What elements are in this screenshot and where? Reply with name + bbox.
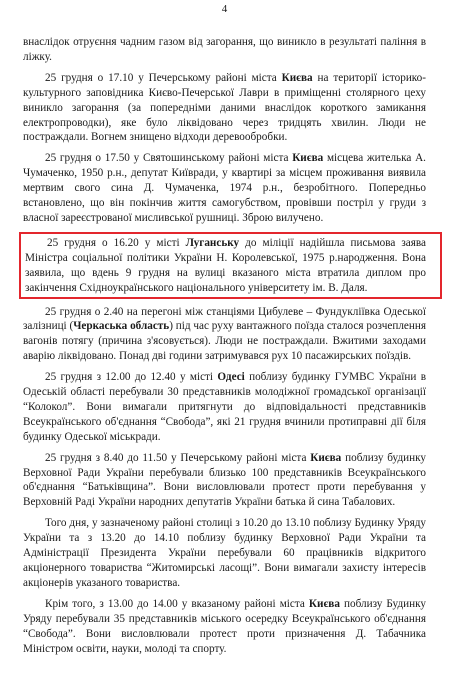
paragraph-kyiv-sviatoshyn-incident [23, 151, 426, 226]
city-name: Луганську [185, 236, 240, 249]
paragraph-text-after: поблизу будинку Верховної Ради України перебували близько 100 представників Всеукраїнського об'єднання “Батьківщина”. Вони висловлювали протест проти перебування у Верховній Раді України народних депутатів України батька й сина Табалових. [23, 451, 426, 509]
paragraph-text-before: 25 грудня з 12.00 до 12.40 у місті [45, 371, 218, 384]
city-name: Києва [281, 71, 313, 84]
paragraph-text-before: 25 грудня о 2.40 на перегоні між станціями Цибулеве – Фундуклiївка Одеської залізниці ( [23, 305, 426, 333]
city-name: Києва [292, 152, 324, 165]
paragraph-odesa-protest [23, 370, 426, 445]
city-name: Києва [308, 597, 340, 610]
paragraph-text-after: місцева жителька А. Чумаченко, 1950 р.н., депутат Київради, у квартирі за місцем проживання виявила мертвим свого сина Д. Чумаченка, 1974 р.н., безробітного. Попередньо встановлено, що він покінчив життя самогубством, провівши постріл у груди з власної зареєстрованої мисливської рушниці. Зброю вилучено. [23, 152, 426, 224]
paragraph-text-after: ) під час руху вантажного поїзда сталося розчеплення вагонів потягу (причина з'ясовується). Люди не постраждали. Вжитими заходами аварію ліквідовано. Понад дві години затримувався рух 10 пасажирських поїздів. [23, 320, 426, 363]
paragraph-luhansk-diploma [25, 236, 426, 296]
paragraph-kyiv-lavra-fire [23, 71, 426, 146]
paragraph-text-before: 25 грудня з 8.40 до 11.50 у Печерському районі міста [45, 451, 311, 464]
page-number: 4 [221, 3, 228, 15]
paragraph-text: Того дня, у зазначеному районі столиці з 10.20 до 13.10 поблизу Будинку Уряду України та з 13.20 до 14.10 поблизу будинку Верховної Ради України та Адміністрації Президента України перебували 60 працівників відкритого акціонерного товариства “Житомирські ласощі”. Вони вимагали захисту інтересів акціонерів указаного товариства. [23, 517, 426, 589]
city-name: Києва [310, 451, 342, 464]
paragraph-text: внаслідок отруєння чадним газом від загорання, що виникло в результаті паління в ліжку. [23, 36, 426, 63]
paragraph-text-before: Крім того, з 13.00 до 14.00 у вказаному районі міста [45, 597, 309, 610]
paragraph-kyiv-verkhovna-rada-protest [23, 451, 426, 511]
highlighted-paragraph-box [19, 232, 442, 299]
paragraph-cherkasy-railway [23, 305, 426, 365]
paragraph-text-before: 25 грудня о 17.10 у Печерському районі міста [45, 71, 282, 84]
paragraph-text-before: 25 грудня о 16.20 у місті [47, 236, 186, 249]
paragraph-text-after: поблизу будинку ГУМВС України в Одеській області перебували 30 представників молодіжної громадської організації “Колокол”. Вони вимагали притягнути до відповідальності представників Всеукраїнського об'єднання “Свобода”, які 21 грудня вчинили протиправні дії біля будинку Одеської міськради. [23, 371, 427, 443]
paragraph-continuation [23, 35, 426, 65]
paragraph-text-after: на території історико-культурного заповідника Києво-Печерської Лаври в приміщенні столярного цеху виникло загорання (за попередніми даними внаслідок короткого замикання електропроводки), яке було ліквідовано через тридцять хвилин. Люди не постраждали. Вогнем знищено відходи деревообробки. [23, 71, 426, 144]
city-name: Одесі [217, 371, 245, 384]
paragraph-svoboda-protest [23, 597, 426, 657]
paragraph-text-after: поблизу Будинку Уряду перебували 35 представників міського осередку Всеукраїнського об'єднання “Свобода”. Вони висловлювали протест проти призначення Д. Табачника Міністром освіти, науки, молоді та спорту. [23, 597, 426, 655]
paragraph-text-before: 25 грудня о 17.50 у Святошинському районі міста [45, 152, 293, 165]
paragraph-text-after: до міліції надійшла письмова заява Міністра соціальної політики України Н. Королевської, 1975 р.народження. Вона заявила, що вдень 9 грудня на вулиці вказаного міста втратила диплом про закінчення Східноукраїнського національного університету ім. В. Даля. [25, 236, 427, 294]
paragraph-zhytomyr-shareholders [23, 516, 426, 591]
region-name: Черкаська область [73, 320, 170, 333]
